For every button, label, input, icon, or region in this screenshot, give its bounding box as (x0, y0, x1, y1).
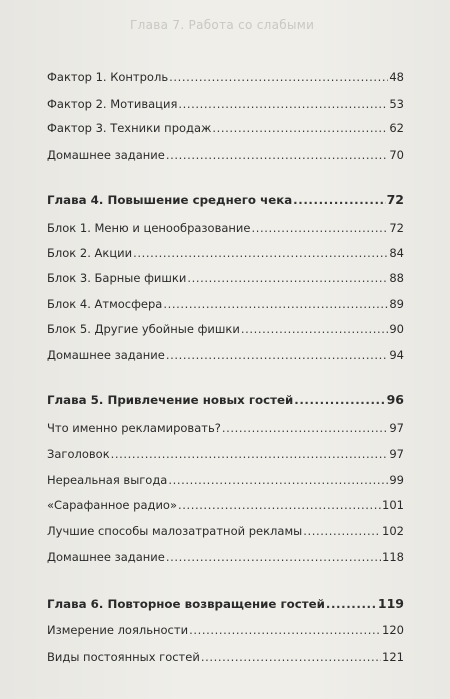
dot-leader (133, 246, 388, 260)
toc-entry-row (47, 650, 404, 664)
dot-leader (169, 70, 388, 84)
toc-page-number: 90 (389, 322, 404, 336)
toc-entry-title: Заголовок (47, 447, 110, 461)
bleed-through-text: Глава 7. Работа со слабыми (130, 18, 315, 32)
toc-page-number: 70 (389, 148, 404, 162)
toc-entry-row (47, 550, 404, 564)
toc-entry-title: Блок 4. Атмосфера (47, 297, 163, 311)
toc-page-number: 48 (389, 70, 404, 84)
toc-entry-title: Фактор 2. Мотивация (47, 97, 178, 111)
toc-page-number: 101 (382, 498, 404, 512)
toc-entry-row (47, 271, 404, 285)
toc-entry-row (47, 246, 404, 260)
toc-chapter-row (47, 597, 404, 611)
toc-page-number: 118 (382, 550, 404, 564)
toc-page-number: 97 (389, 421, 404, 435)
toc-entry-title: Лучшие способы малозатратной рекламы (47, 524, 303, 538)
toc-entry-row (47, 623, 404, 637)
dot-leader (201, 650, 381, 664)
dot-leader (168, 473, 388, 487)
toc-entry-title: Что именно рекламировать? (47, 421, 221, 435)
dot-leader (166, 348, 389, 362)
toc-entry-title: Домашнее задание (47, 348, 165, 362)
toc-page-number: 102 (382, 524, 404, 538)
toc-entry-title: Домашнее задание (47, 550, 165, 564)
toc-entry-title: Глава 5. Привлечение новых гостей (47, 393, 294, 407)
toc-entry-row (47, 524, 404, 538)
toc-page-number: 88 (389, 271, 404, 285)
toc-page-number: 72 (389, 221, 404, 235)
toc-page-number: 84 (389, 246, 404, 260)
dot-leader (187, 271, 388, 285)
toc-entry-title: Блок 3. Барные фишки (47, 271, 187, 285)
toc-entry-row (47, 70, 404, 84)
toc-entry-row (47, 348, 404, 362)
dot-leader (178, 498, 381, 512)
toc-entry-title: Фактор 1. Контроль (47, 70, 169, 84)
toc-entry-row (47, 121, 404, 135)
toc-entry-title: Блок 2. Акции (47, 246, 133, 260)
dot-leader (293, 193, 385, 207)
toc-page-number: 89 (389, 297, 404, 311)
toc-page-number: 99 (389, 473, 404, 487)
toc-page-number: 120 (382, 623, 404, 637)
toc-page-number: 72 (386, 192, 404, 207)
dot-leader (189, 623, 381, 637)
toc-entry-row (47, 473, 404, 487)
toc-entry-title: Блок 5. Другие убойные фишки (47, 322, 240, 336)
dot-leader (251, 221, 388, 235)
dot-leader (303, 524, 381, 538)
toc-page-number: 97 (389, 447, 404, 461)
toc-page-number: 53 (389, 97, 404, 111)
dot-leader (212, 121, 388, 135)
toc-entry-title: Глава 6. Повторное возвращение гостей (47, 597, 325, 611)
toc-page-number: 62 (389, 121, 404, 135)
toc-page-number: 119 (377, 596, 404, 611)
toc-page-number: 121 (382, 650, 404, 664)
dot-leader (326, 597, 377, 611)
toc-entry-title: Нереальная выгода (47, 473, 168, 487)
toc-entry-row (47, 97, 404, 111)
toc-entry-title: Измерение лояльности (47, 623, 189, 637)
toc-entry-row (47, 322, 404, 336)
toc-entry-row (47, 421, 404, 435)
dot-leader (166, 148, 389, 162)
toc-entry-title: Глава 4. Повышение среднего чека (47, 193, 293, 207)
dot-leader (222, 421, 389, 435)
dot-leader (166, 550, 381, 564)
toc-entry-row (47, 498, 404, 512)
toc-entry-title: «Сарафанное радио» (47, 498, 177, 512)
dot-leader (178, 97, 388, 111)
toc-entry-title: Домашнее задание (47, 148, 165, 162)
toc-entry-title: Виды постоянных гостей (47, 650, 200, 664)
toc-entry-row (47, 297, 404, 311)
toc-chapter-row (47, 193, 404, 207)
toc-page-number: 94 (389, 348, 404, 362)
toc-chapter-row (47, 393, 404, 407)
toc-entry-title: Фактор 3. Техники продаж (47, 121, 212, 135)
dot-leader (241, 322, 389, 336)
toc-entry-row (47, 148, 404, 162)
toc-entry-row (47, 447, 404, 461)
toc-entry-row (47, 221, 404, 235)
toc-page-number: 96 (386, 392, 404, 407)
dot-leader (294, 393, 385, 407)
dot-leader (163, 297, 388, 311)
toc-entry-title: Блок 1. Меню и ценообразование (47, 221, 251, 235)
dot-leader (111, 447, 389, 461)
